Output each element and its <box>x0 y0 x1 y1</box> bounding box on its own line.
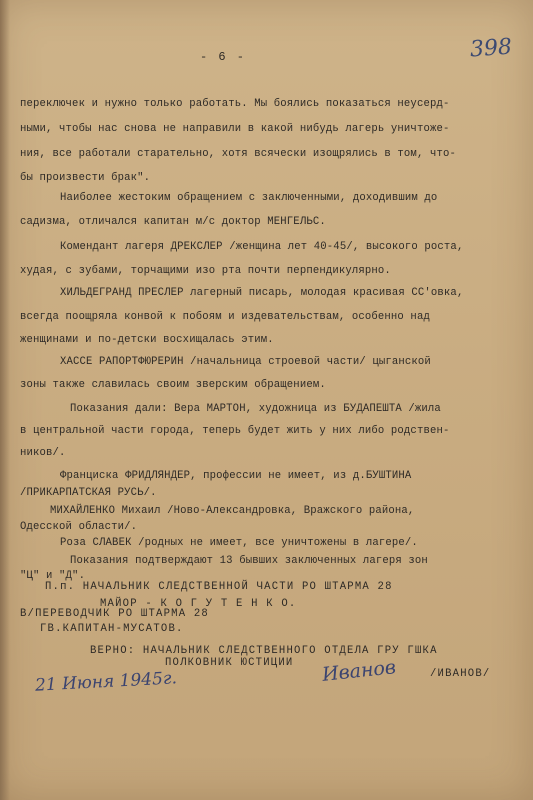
signature-name-line: МАЙОР - К О Г У Т Е Н К О. <box>100 598 297 610</box>
translator-name-line: ГВ.КАПИТАН-МУСАТОВ. <box>40 623 184 635</box>
text-line: Показания подтверждают 13 бывших заключенных лагеря зон <box>70 555 428 567</box>
text-line: ния, все работали старательно, хотя всячески изощрялись в том, что- <box>20 148 456 160</box>
text-line: зоны также славилась своим зверским обращением. <box>20 379 326 391</box>
text-line: Комендант лагеря ДРЕКСЛЕР /женщина лет 40-45/, высокого роста, <box>60 241 464 253</box>
certifier-name: /ИВАНОВ/ <box>430 668 491 680</box>
text-line: садизма, отличался капитан м/с доктор МЕНГЕЛЬС. <box>20 216 326 228</box>
text-line: МИХАЙЛЕНКО Михаил /Ново-Александровка, Вражского района, <box>50 505 415 517</box>
text-line: /ПРИКАРПАТСКАЯ РУСЬ/. <box>20 487 157 499</box>
text-line: всегда поощряла конвой к побоям и издевательствам, особенно над <box>20 311 430 323</box>
certification-rank-line: ПОЛКОВНИК ЮСТИЦИИ <box>165 657 294 669</box>
text-line: Франциска ФРИДЛЯНДЕР, профессии не имеет, из д.БУШТИНА <box>60 470 412 482</box>
signature: Иванов <box>321 656 397 686</box>
text-line: бы произвести брак". <box>20 172 151 184</box>
signature-title-line: П.п. НАЧАЛЬНИК СЛЕДСТВЕННОЙ ЧАСТИ РО ШТАРМА 28 <box>45 581 393 593</box>
text-line: ников/. <box>20 447 66 459</box>
handwritten-date: 21 Июня 1945г. <box>34 668 178 696</box>
translator-line: В/ПЕРЕВОДЧИК РО ШТАРМА 28 <box>20 608 209 620</box>
text-line: переключек и нужно только работать. Мы боялись показаться неусерд- <box>20 98 450 110</box>
certification-line: ВЕРНО: НАЧАЛЬНИК СЛЕДСТВЕННОГО ОТДЕЛА ГРУ ГШКА <box>90 645 438 657</box>
text-line: Наиболее жестоким обращением с заключенными, доходившим до <box>60 192 438 204</box>
archive-number: 398 <box>469 34 513 63</box>
text-line: Одесской области/. <box>20 521 138 533</box>
text-line: женщинами и по-детски восхищалась этим. <box>20 334 274 346</box>
text-line: в центральной части города, теперь будет жить у них либо родствен- <box>20 425 450 437</box>
text-line: "Ц" и "Д". <box>20 570 86 582</box>
text-line: ХАССЕ РАПОРТФЮРЕРИН /начальница строевой части/ цыганской <box>60 356 431 368</box>
text-line: Роза СЛАВЕК /родных не имеет, все уничтожены в лагере/. <box>60 537 418 549</box>
text-line: ными, чтобы нас снова не направили в какой нибудь лагерь уничтоже- <box>20 123 450 135</box>
text-line: Показания дали: Вера МАРТОН, художница из БУДАПЕШТА /жила <box>70 403 441 415</box>
page-number: - 6 - <box>200 50 247 64</box>
text-line: худая, с зубами, торчащими изо рта почти перпендикулярно. <box>20 265 391 277</box>
text-line: ХИЛЬДЕГРАНД ПРЕСЛЕР лагерный писарь, молодая красивая СС'овка, <box>60 287 464 299</box>
page-edge-shadow <box>0 0 10 800</box>
